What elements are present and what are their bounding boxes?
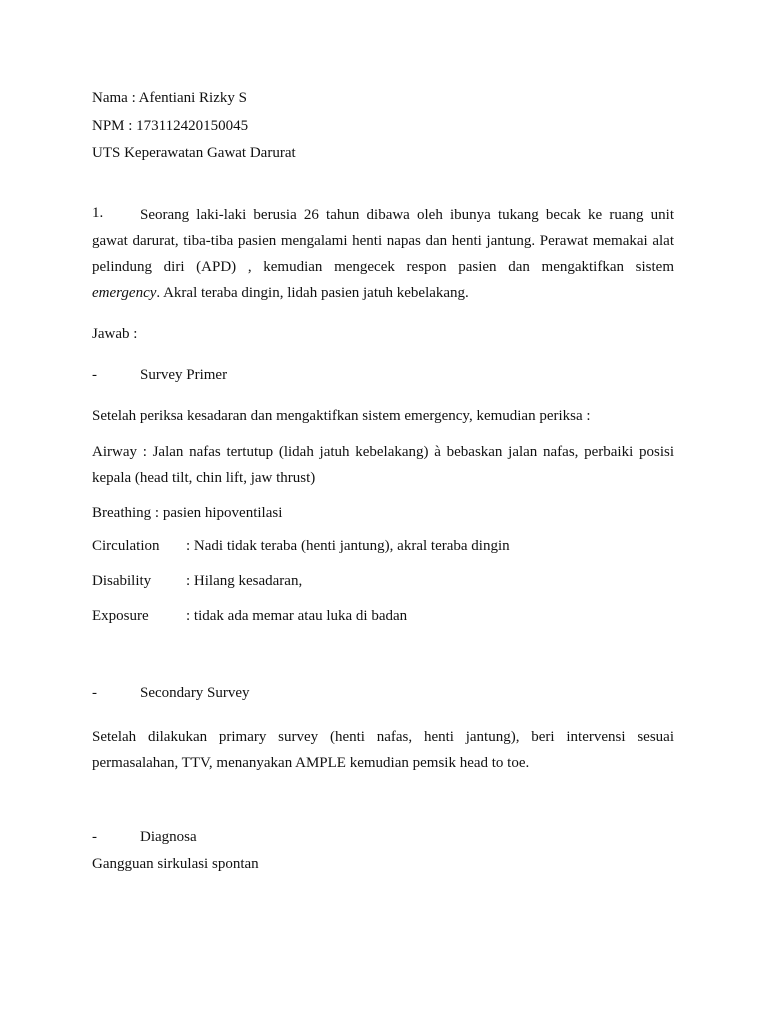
- secondary-survey-paragraph: [92, 724, 674, 776]
- section-title-diagnosa: Diagnosa: [140, 829, 197, 845]
- question-number: 1.: [92, 205, 104, 221]
- airway-line: kepala (head tilt, chin lift, jaw thrust): [92, 470, 316, 486]
- bullet-dash: -: [92, 367, 97, 383]
- bullet-dash: -: [92, 829, 97, 845]
- answer-label: Jawab :: [92, 326, 138, 342]
- circulation-label: Circulation: [92, 538, 160, 554]
- secondary-line: Setelah dilakukan primary survey (henti nafas, henti jantung), beri intervensi sesuai: [92, 729, 674, 745]
- circulation-value: : Nadi tidak teraba (henti jantung), akral teraba dingin: [186, 538, 510, 554]
- diagnosa-text: Gangguan sirkulasi spontan: [92, 856, 259, 872]
- bullet-dash: -: [92, 685, 97, 701]
- breathing-line: Breathing : pasien hipoventilasi: [92, 505, 283, 521]
- airway-paragraph: [92, 439, 674, 491]
- survey-primer-intro: Setelah periksa kesadaran dan mengaktifkan sistem emergency, kemudian periksa :: [92, 408, 591, 424]
- student-name: Nama : Afentiani Rizky S: [92, 90, 247, 106]
- section-title-survey-primer: Survey Primer: [140, 367, 228, 383]
- airway-line: Airway : Jalan nafas tertutup (lidah jatuh kebelakang) à bebaskan jalan nafas, perbaiki posisi: [92, 444, 674, 460]
- disability-value: : Hilang kesadaran,: [186, 573, 303, 589]
- student-npm: NPM : 173112420150045: [92, 118, 249, 134]
- secondary-line: permasalahan, TTV, menanyakan AMPLE kemudian pemsik head to toe.: [92, 755, 530, 771]
- question-line-rest: . Akral teraba dingin, lidah pasien jatuh kebelakang.: [156, 285, 469, 301]
- emergency-italic: emergency: [92, 285, 157, 301]
- question-line: pelindung diri (APD) , kemudian mengecek respon pasien dan mengaktifkan sistem: [92, 259, 674, 275]
- disability-label: Disability: [92, 573, 152, 589]
- exposure-label: Exposure: [92, 608, 149, 624]
- question-line: gawat darurat, tiba-tiba pasien mengalami henti napas dan henti jantung. Perawat memakai alat: [92, 233, 674, 249]
- question-paragraph: [92, 202, 674, 306]
- exposure-value: : tidak ada memar atau luka di badan: [186, 608, 408, 624]
- question-line: [92, 280, 674, 306]
- question-line: Seorang laki-laki berusia 26 tahun dibawa oleh ibunya tukang becak ke ruang unit: [140, 207, 674, 223]
- section-title-secondary-survey: Secondary Survey: [140, 685, 250, 701]
- exam-title: UTS Keperawatan Gawat Darurat: [92, 145, 296, 161]
